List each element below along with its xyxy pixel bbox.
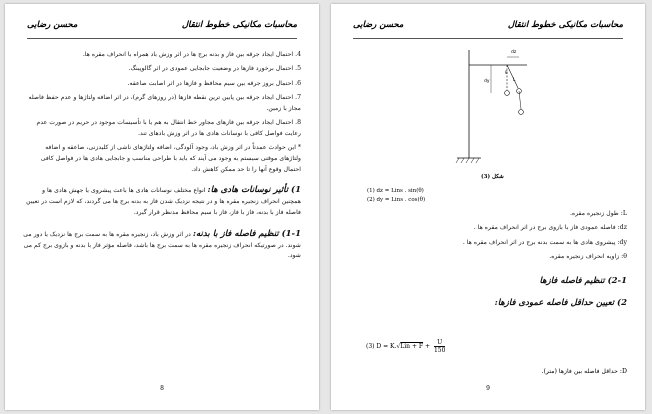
definition: D: حداقل فاصله بین فازها (متر). (541, 368, 627, 375)
equation: (1) dz = Lins . sin(θ) (367, 188, 424, 194)
equation: (2) dy = Lins . cos(θ) (367, 197, 426, 203)
definition: dz: فاصله عمودی فاز با بازوی برج در اثر انحراف مقره ها . (473, 224, 627, 232)
header-author: محسن رضایی (27, 20, 78, 30)
conductor-vertical (505, 91, 510, 96)
deflected-string (507, 65, 518, 88)
conductor-lower (519, 110, 524, 115)
ground-hatch (456, 158, 479, 163)
header-title: محاسبات مکانیکی خطوط انتقال (181, 20, 297, 30)
list-item: 8. احتمال ایجاد جرقه بین فازهای مجاور خط انتقال به هم یا با تأسیسات موجود در حریم در صورت عدم رعایت فواصل کافی با نوسانات هادی ها در اثر وزش بادهای تند. (36, 118, 301, 137)
list-item: 7. احتمال ایجاد جرقه بین پایین ترین نقطه فازها (در روزهای گرم)، در اثر اضافه ولتاژها و عدم حفظ فاصله مجاز با زمین. (28, 93, 301, 112)
fig-label: dy (484, 79, 490, 84)
fig-label: θ (505, 70, 508, 75)
section-text: در اثر وزش باد، زنجیره مقره ها به سمت برج ها نزدیک یا دور می شوند. در صورتیکه انحراف زنجیره مقره ها به سمت برج ها باشد، فاصله مؤثر فاز با بدنه و بازوی برج کم می شود. (23, 230, 301, 260)
page-header (27, 16, 297, 39)
equations (367, 187, 425, 205)
definition: dy: پیشروی هادی ها به سمت بدنه برج در اثر انحراف مقره ها . (462, 238, 627, 246)
page-header (353, 16, 623, 39)
page-number: 8 (160, 385, 164, 392)
page-number: 9 (486, 385, 490, 392)
definition: θ: زاویه انحراف زنجیره مقره. (549, 252, 627, 260)
page-left (5, 4, 319, 410)
definition: L: طول زنجیره مقره. (569, 210, 627, 217)
header-author: محسن رضایی (353, 20, 404, 30)
section-text: انواع مختلف نوسانات هادی ها باعث پیشروی یا جهش هادی ها و همچنین انحراف زنجیره مقره ها و در نتیجه نزدیک شدن فاز به بدنه برج ها می گردند، که لازم است در تعیین فاصله فاز با بدنه، فاز با فاز، فاز با سیم محافظ مدنظر قرار گیرد. (26, 187, 301, 217)
list-item: 6. احتمال بروز جرقه بین سیم محافظ و فازها در اثر اصابت صاعقه. (127, 79, 301, 87)
page-right (331, 4, 645, 410)
fig-label: L (513, 78, 516, 83)
figure-caption: شکل (3) (481, 174, 504, 180)
equation-3: (3) D = K.√Lin + F + $\frac{U}{150}$ (366, 339, 446, 354)
section-heading: 2-1) تنظیم فاصله فازها (539, 275, 627, 286)
section-heading: 1-1) تنظیم فاصله فاز با بدنه: (192, 228, 301, 239)
section-heading: 2) تعیین حداقل فاصله عمودی فازها: (494, 297, 627, 308)
note-paragraph: * این حوادث عمدتاً در اثر وزش باد، وجود آلودگی، اضافه ولتاژهای ناشی از کلیدزنی، صاعقه و اضافه ولتاژهای موقتی سیستم به وجود می آیند که باید با طراحی مناسب و جابجایی هادی ها در فواصل کافی احتمال وقوع آنها را تا حد ممکن کاهش داد. (40, 144, 301, 173)
definitions (349, 209, 627, 312)
section-heading: 1) تأثیر نوسانات هادی ها: (207, 185, 301, 196)
page-body (23, 50, 301, 266)
header-title: محاسبات مکانیکی خطوط انتقال (507, 20, 623, 30)
list-item: 5. احتمال برخورد فازها در وضعیت جابجایی عمودی در اثر گالوپینگ. (128, 65, 301, 73)
list-item: 4. احتمال ایجاد جرقه بین فاز و بدنه برج ها در اثر وزش باد همراه با انحراف مقره ها. (82, 51, 301, 58)
tower-insulator-figure (441, 40, 541, 175)
fig-label: dz (511, 50, 517, 55)
